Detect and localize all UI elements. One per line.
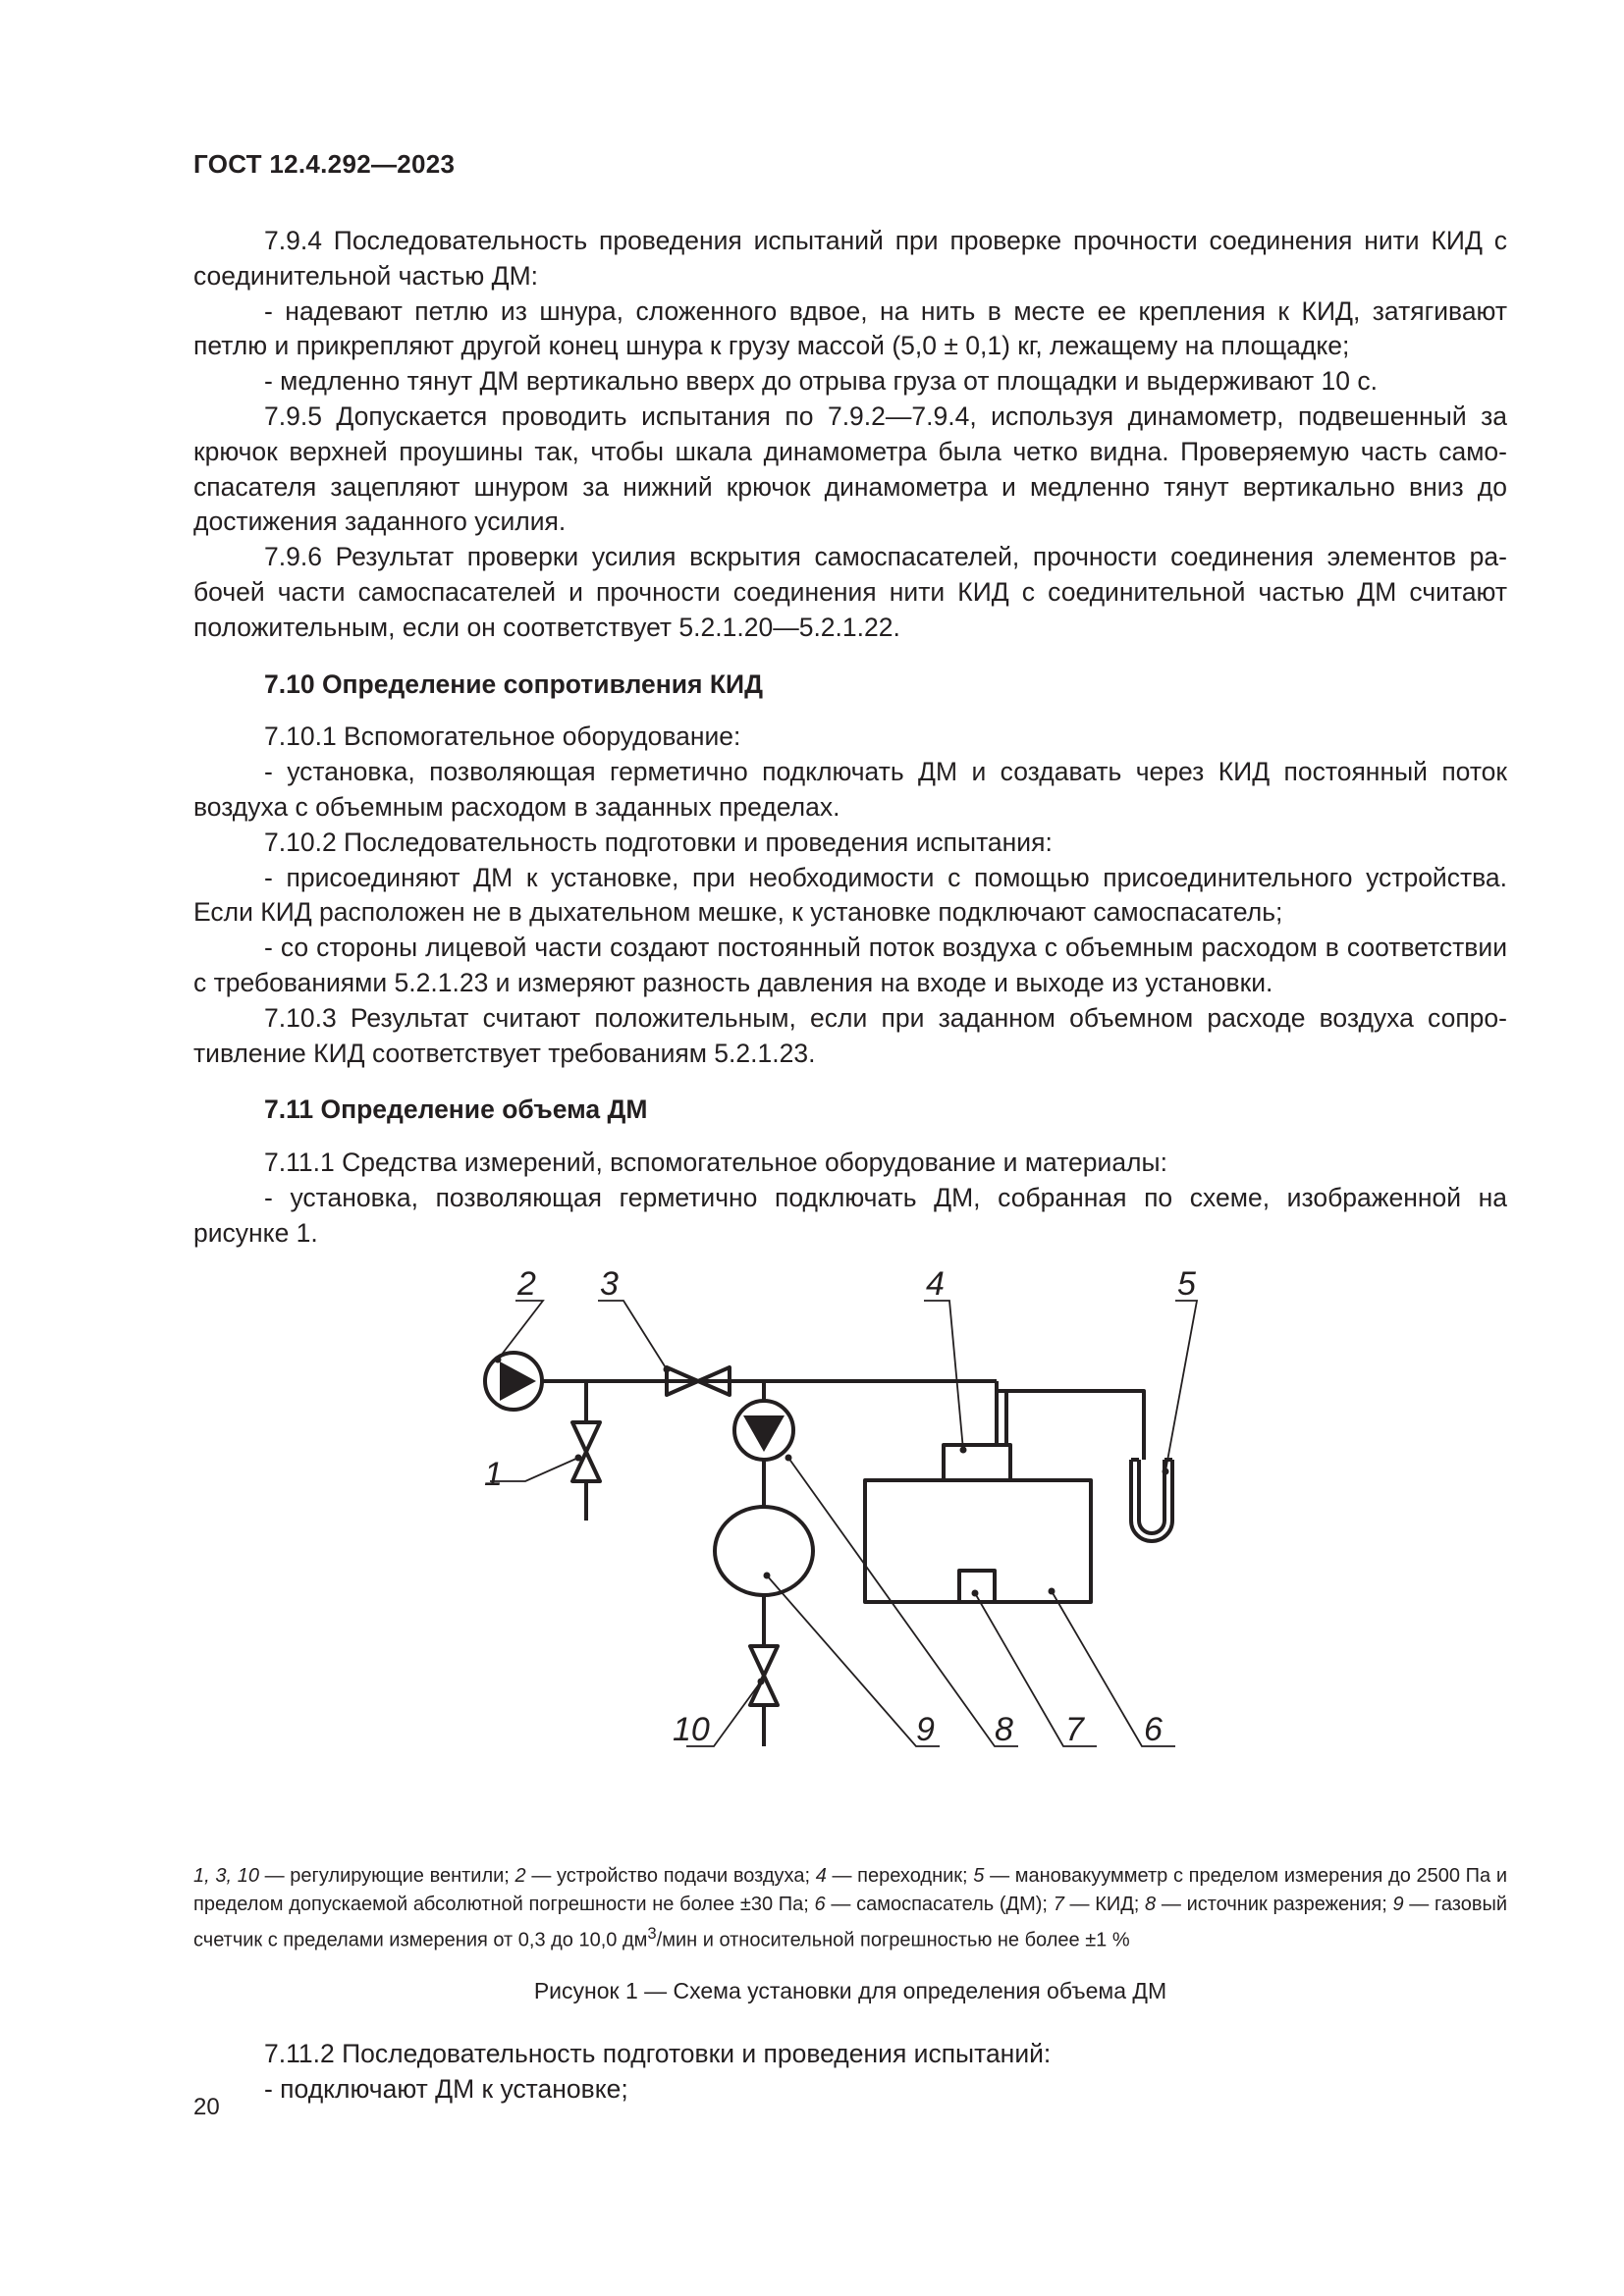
list-item: - присоединяют ДМ к установке, при необходимости с помощью присоединительного устройства. Если КИД расположен не в дыхательном мешке, к установке подключают самоспасатель; — [193, 862, 1507, 928]
label-1: 1 — [484, 1455, 503, 1493]
vacuum-source-arrow — [743, 1415, 785, 1452]
leader-dot — [785, 1454, 792, 1461]
valve-1-top — [572, 1422, 600, 1452]
label-8: 8 — [995, 1710, 1013, 1748]
figure-caption: Рисунок 1 — Схема установки для определения объема ДМ — [533, 1978, 1167, 2004]
list-item: - установка, позволяющая герметично подключать ДМ и создавать через КИД постоянный поток воздуха с объемным расходом в заданных пределах. — [193, 757, 1507, 822]
legend-superscript: 3 — [647, 1923, 657, 1943]
leader-dot — [972, 1589, 979, 1596]
label-9: 9 — [916, 1710, 935, 1748]
legend-text: — источник разрежения; — [1156, 1893, 1393, 1915]
leader-dot — [758, 1678, 765, 1684]
leader-dot — [764, 1572, 771, 1578]
manometer-inner — [1139, 1460, 1164, 1533]
label-2: 2 — [517, 1264, 536, 1303]
list-item: - надевают петлю из шнура, сложенного вдвое, на нить в месте ее крепления к КИД, затягивают петлю и прикрепляют другой конец шнура к грузу массой (5,0 ± 0,1) кг, лежащему на площадке; — [193, 295, 1507, 361]
document-header: ГОСТ 12.4.292—2023 — [193, 149, 456, 179]
legend-number: 6 — [814, 1893, 826, 1915]
list-item: - медленно тянут ДМ вертикально вверх до отрыва груза от площадки и выдерживают 10 с. — [264, 366, 1378, 397]
leader-5 — [1165, 1301, 1197, 1471]
legend-text: — переходник; — [826, 1864, 974, 1887]
legend-number: 4 — [815, 1864, 827, 1887]
label-6: 6 — [1144, 1710, 1163, 1748]
leader-dot — [575, 1454, 582, 1461]
label-10: 10 — [673, 1710, 710, 1748]
paragraph-7-9-4: 7.9.4 Последовательность проведения испытаний при проверке прочности соединения нити КИД с соединительной частью ДМ: — [193, 226, 1507, 291]
legend-text: — газовый счетчик с пределами измерения от 0,3 до 10,0 дм — [193, 1893, 1508, 1951]
legend-number: 7 — [1053, 1893, 1064, 1915]
label-7: 7 — [1065, 1710, 1084, 1748]
list-item: - со стороны лицевой части создают постоянный поток воздуха с объемным расходом в соответствии с требованиями 5.2.1.23 и измеряют разность давления на входе и выходе из установки. — [193, 933, 1507, 997]
legend-text: /мин и относительной погрешностью не более ±1 % — [656, 1929, 1130, 1951]
paragraph-7-10-1: 7.10.1 Вспомогательное оборудование: — [264, 721, 741, 752]
pipe-to-manometer — [1006, 1391, 1144, 1460]
legend-number: 2 — [514, 1864, 526, 1887]
legend-text: — самоспасатель (ДМ); — [825, 1893, 1054, 1915]
leader-dot — [960, 1446, 967, 1453]
air-supply-arrow — [500, 1362, 536, 1401]
paragraph-7-11-2: 7.11.2 Последовательность подготовки и проведения испытаний: — [264, 2038, 1052, 2068]
leader-2 — [498, 1301, 543, 1360]
leader-4 — [924, 1301, 963, 1450]
legend-text: — мановакуумметр с пределом измерения до 2500 Па и пределом допускаемой абсолютной погрешности не более ±30 Па; — [193, 1864, 1508, 1915]
label-3: 3 — [600, 1264, 619, 1303]
paragraph-7-10-3: 7.10.3 Результат считают положительным, если при заданном объемном расходе воздуха сопротивление КИД соответствует требованиям 5.2.1.23. — [193, 1002, 1507, 1068]
leader-3 — [598, 1301, 667, 1369]
legend-number: 1, 3, 10 — [193, 1864, 259, 1887]
leader-1 — [490, 1458, 578, 1481]
section-heading-7-10: 7.10 Определение сопротивления КИД — [264, 668, 763, 699]
legend-number: 9 — [1392, 1893, 1404, 1915]
document-body — [193, 224, 1507, 2108]
leader-dot — [664, 1365, 671, 1372]
legend-text: — КИД; — [1063, 1893, 1146, 1915]
leader-dot — [1049, 1587, 1056, 1594]
list-item: - подключают ДМ к установке; — [264, 2073, 628, 2104]
figure-1-diagram — [193, 1263, 1507, 1862]
legend-number: 5 — [973, 1864, 985, 1887]
paragraph-7-9-6: 7.9.6 Результат проверки усилия вскрытия самоспасателей, прочности соединения элементов рабочей части самоспасателей и прочности соединения нити КИД с соединительной частью ДМ считают положительным, если он соответствует 5.2.1.20—5.2.1.22. — [193, 542, 1507, 642]
paragraph-7-10-2: 7.10.2 Последовательность подготовки и проведения испытания: — [264, 827, 1053, 857]
page-number: 20 — [193, 2094, 220, 2120]
adapter-box — [944, 1445, 1010, 1480]
paragraph-7-9-5: 7.9.5 Допускается проводить испытания по 7.9.2—7.9.4, используя динамометр, подвешенный за крючок верхней проушины так, чтобы шкала динамометра была четко видна. Проверяемую часть самоспасателя зацепляют шнуром за нижний крючок динамометра и медленно тянут вертикально вниз до достижения заданного усилия. — [193, 400, 1507, 537]
leader-dot — [495, 1356, 502, 1362]
self-rescuer-box — [865, 1480, 1091, 1602]
leader-dot — [1163, 1468, 1169, 1474]
list-item: - установка, позволяющая герметично подключать ДМ, собранная по схеме, изображенной на рисунке 1. — [193, 1182, 1507, 1248]
gas-counter-circle — [715, 1507, 813, 1595]
paragraph-7-11-1: 7.11.1 Средства измерений, вспомогательное оборудование и материалы: — [264, 1148, 1167, 1178]
schematic-svg — [193, 1263, 1507, 1862]
legend-text: — устройство подачи воздуха; — [525, 1864, 816, 1887]
label-4: 4 — [926, 1264, 945, 1303]
figure-legend — [193, 1862, 1507, 1955]
valve-10-top — [750, 1646, 778, 1676]
legend-number: 8 — [1145, 1893, 1157, 1915]
legend-text: — регулирующие вентили; — [258, 1864, 515, 1887]
label-5: 5 — [1177, 1264, 1196, 1303]
section-heading-7-11: 7.11 Определение объема ДМ — [264, 1095, 648, 1125]
